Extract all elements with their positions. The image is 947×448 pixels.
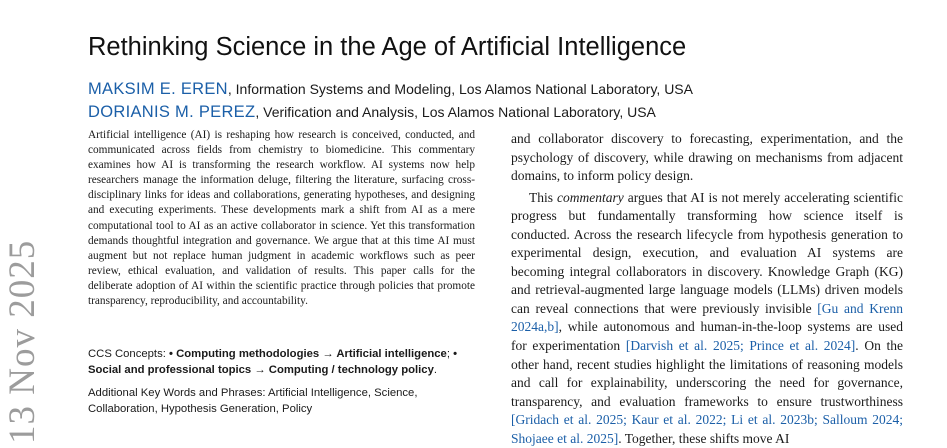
keywords: [88, 386, 475, 417]
body-paragraph: [511, 189, 903, 448]
ccs-bullet: •: [169, 348, 177, 360]
body-text: . On the other hand, recent studies highlight the limitations of reasoning models and call for explainability, underscoring the need for governance, transparency, and evaluation frameworks to ensure trustworthiness: [511, 338, 903, 409]
body-emphasis: commentary: [557, 189, 624, 205]
citation-link[interactable]: [Darvish et al. 2025; Prince et al. 2024]: [625, 338, 856, 354]
ccs-concept: Social and professional topics → Computing / technology policy: [88, 363, 434, 376]
body-text: . Together, these shifts move AI: [618, 430, 790, 446]
author-name: DORIANIS M. PEREZ: [88, 103, 256, 121]
body-text: This: [529, 189, 558, 205]
ccs-concept: Computing methodologies → Artificial intelligence: [176, 348, 447, 360]
citation-link[interactable]: [Gridach et al. 2025; Kaur et al. 2022; Li et al. 2023b; Salloum 2024; Shojaee et al. 2025]: [511, 412, 903, 446]
author-2: [88, 103, 928, 122]
ccs-separator: ;: [446, 348, 454, 360]
body-paragraph: and collaborator discovery to forecasting, experimentation, and the psychology of discovery, while drawing on mechanisms from adjacent domains, to inform policy design.: [511, 131, 903, 184]
ccs-label: CCS Concepts:: [88, 348, 169, 360]
paper-title: Rethinking Science in the Age of Artificial Intelligence: [88, 33, 687, 61]
abstract: Artificial intelligence (AI) is reshaping how research is conceived, conducted, and communicated across fields from chemistry to biomedicine. This commentary examines how AI is transforming the research workflow. AI systems now help researchers manage the information deluge, filtering the literature, surfacing cross-disciplinary links for ideas and collaborations, generating hypotheses, and designing and executing experiments. These developments mark a shift from AI as a mere computational tool to AI as an active collaborator in science. Yet this transformation demands thoughtful integration and governance. We argue that at this time AI must augment but not replace human judgment in academic workflows such as peer review, ethical evaluation, and validation of results. This paper calls for the deliberate adoption of AI within the scientific practice through policies that promote transparency, reproducibility, and accountability.: [88, 129, 475, 308]
author-1: [88, 80, 928, 99]
ccs-bullet: •: [453, 348, 458, 360]
author-affiliation: , Verification and Analysis, Los Alamos National Laboratory, USA: [255, 104, 656, 120]
author-affiliation: , Information Systems and Modeling, Los Alamos National Laboratory, USA: [227, 81, 693, 97]
arxiv-margin-date: 13 Nov 2025: [2, 239, 43, 444]
body-text: , while autonomous and human-in-the-loop systems are used for experimentation: [511, 319, 903, 354]
ccs-concepts: [88, 347, 475, 378]
citation-link[interactable]: [Gu and Krenn 2024a,b]: [511, 300, 903, 335]
keywords-label: Additional Key Words and Phrases:: [88, 387, 269, 399]
ccs-end: .: [433, 363, 437, 376]
author-name: MAKSIM E. EREN: [88, 80, 228, 98]
keywords-text: Artificial Intelligence, Science, Collaboration, Hypothesis Generation, Policy: [88, 387, 418, 415]
body-text: argues that AI is not merely accelerating scientific progress but fundamentally transforming how science itself is conducted. Across the research lifecycle from hypothesis generation to experimental design, execution, and evaluation AI systems are becoming integral collaborators in discovery. Knowledge Graph (KG) and retrieval-augmented large language models (LLMs) driven models can reveal connections that were previously invisible: [511, 189, 903, 316]
body-column: [511, 130, 903, 448]
